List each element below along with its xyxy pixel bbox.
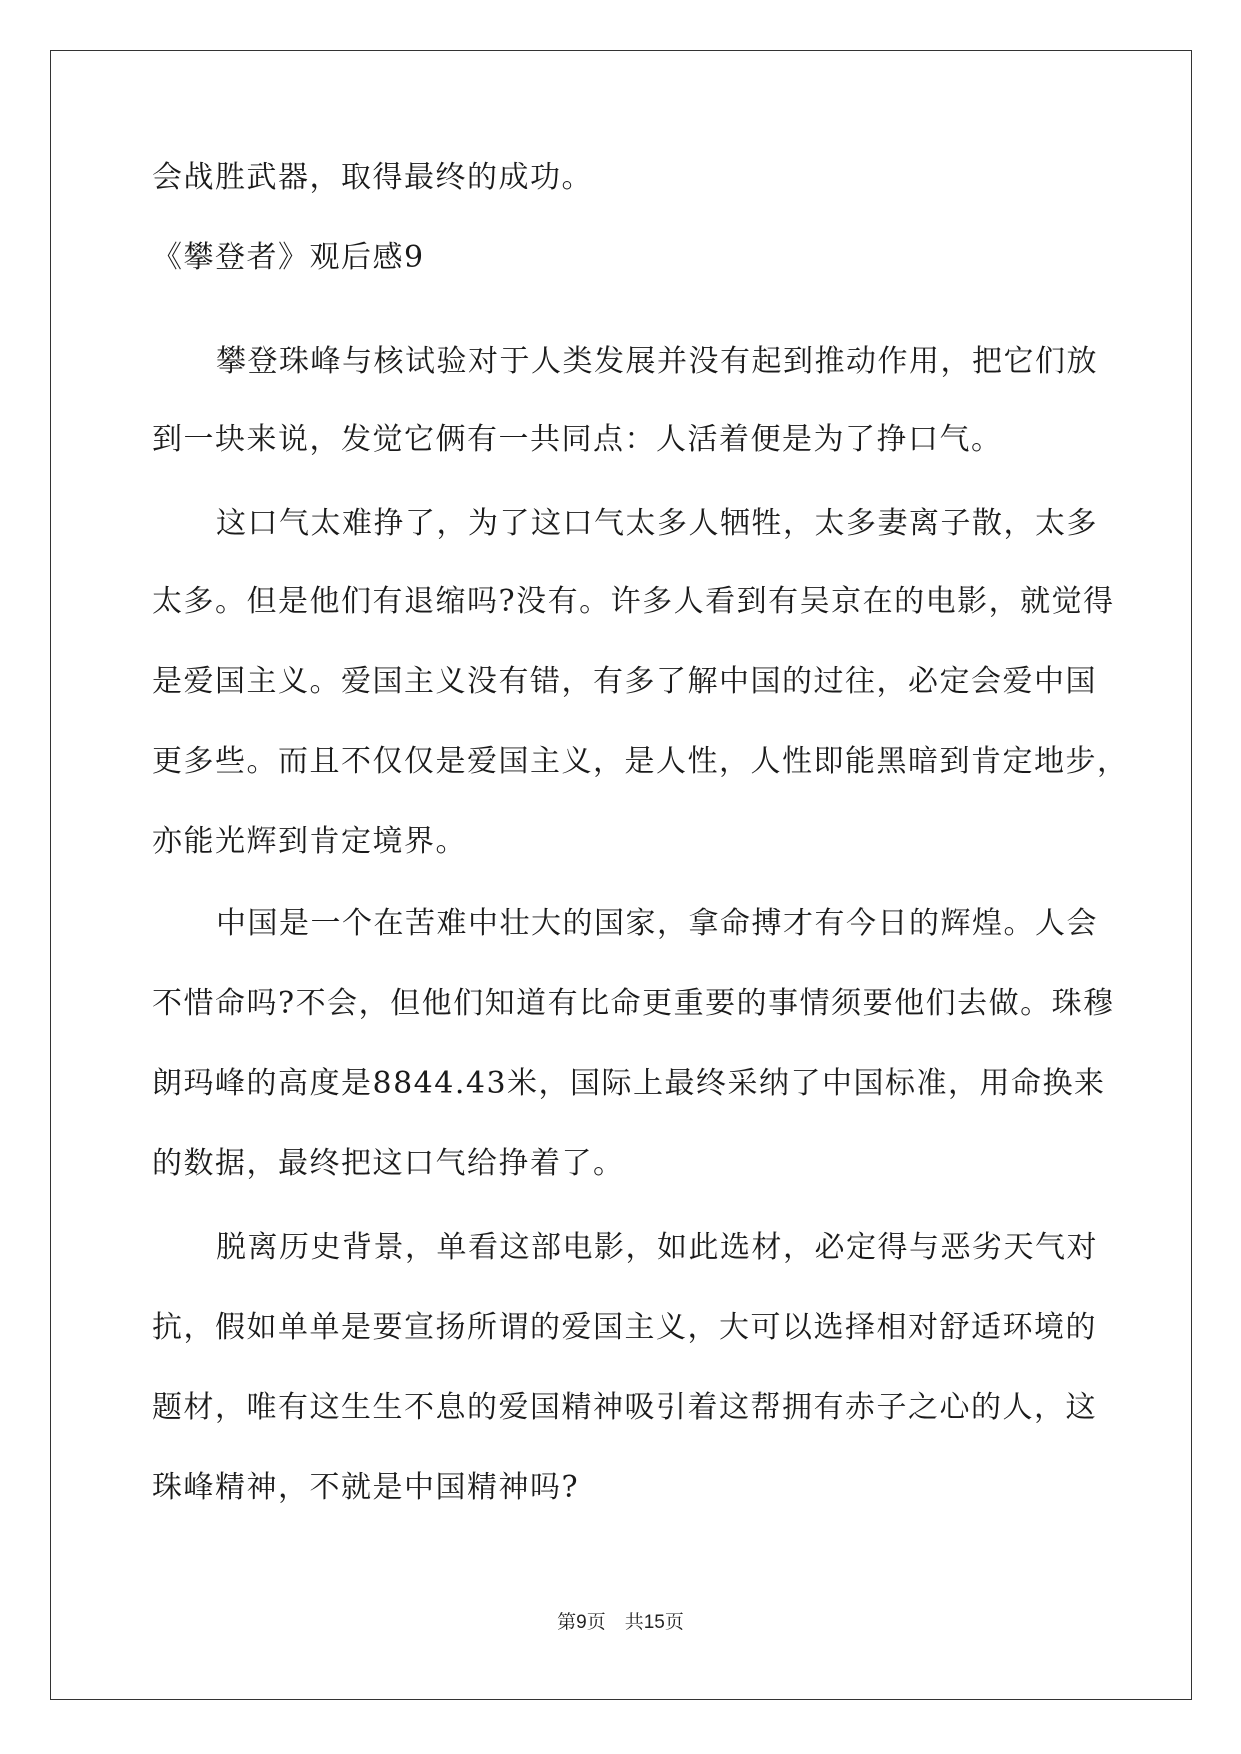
text-line: 会战胜武器，取得最终的成功。 [152,160,593,195]
footer-prefix: 第 [557,1611,577,1633]
page-footer [0,1610,1241,1635]
text-line: 太多。但是他们有退缩吗?没有。许多人看到有吴京在的电影，就觉得 [152,584,1115,619]
section-heading: 《攀登者》观后感9 [152,240,425,275]
page-border [50,50,1192,1700]
text-line: 中国是一个在苦难中壮大的国家，拿命搏才有今日的辉煌。人会 [216,906,1098,941]
footer-suffix: 页 [664,1611,684,1633]
text-line: 亦能光辉到肯定境界。 [152,824,467,859]
text-line: 这口气太难挣了，为了这口气太多人牺牲，太多妻离子散，太多 [216,506,1098,541]
text-line: 的数据，最终把这口气给挣着了。 [152,1146,625,1181]
text-line: 更多些。而且不仅仅是爱国主义，是人性，人性即能黑暗到肯定地步， [152,744,1129,779]
text-line: 抗，假如单单是要宣扬所谓的爱国主义，大可以选择相对舒适环境的 [152,1310,1097,1345]
total-page-count: 15 [643,1612,665,1633]
text-line: 朗玛峰的高度是8844.43米，国际上最终采纳了中国标准，用命换来 [152,1066,1106,1101]
text-line: 珠峰精神，不就是中国精神吗? [152,1470,580,1505]
current-page-number: 9 [576,1612,587,1633]
text-line: 题材，唯有这生生不息的爱国精神吸引着这帮拥有赤子之心的人，这 [152,1390,1097,1425]
text-line: 到一块来说，发觉它俩有一共同点：人活着便是为了挣口气。 [152,422,1003,457]
text-line: 脱离历史背景，单看这部电影，如此选材，必定得与恶劣天气对 [216,1230,1098,1265]
text-line: 攀登珠峰与核试验对于人类发展并没有起到推动作用，把它们放 [216,344,1098,379]
text-line: 不惜命吗?不会，但他们知道有比命更重要的事情须要他们去做。珠穆 [152,986,1115,1021]
footer-middle: 页 共 [586,1611,644,1633]
text-line: 是爱国主义。爱国主义没有错，有多了解中国的过往，必定会爱中国 [152,664,1097,699]
